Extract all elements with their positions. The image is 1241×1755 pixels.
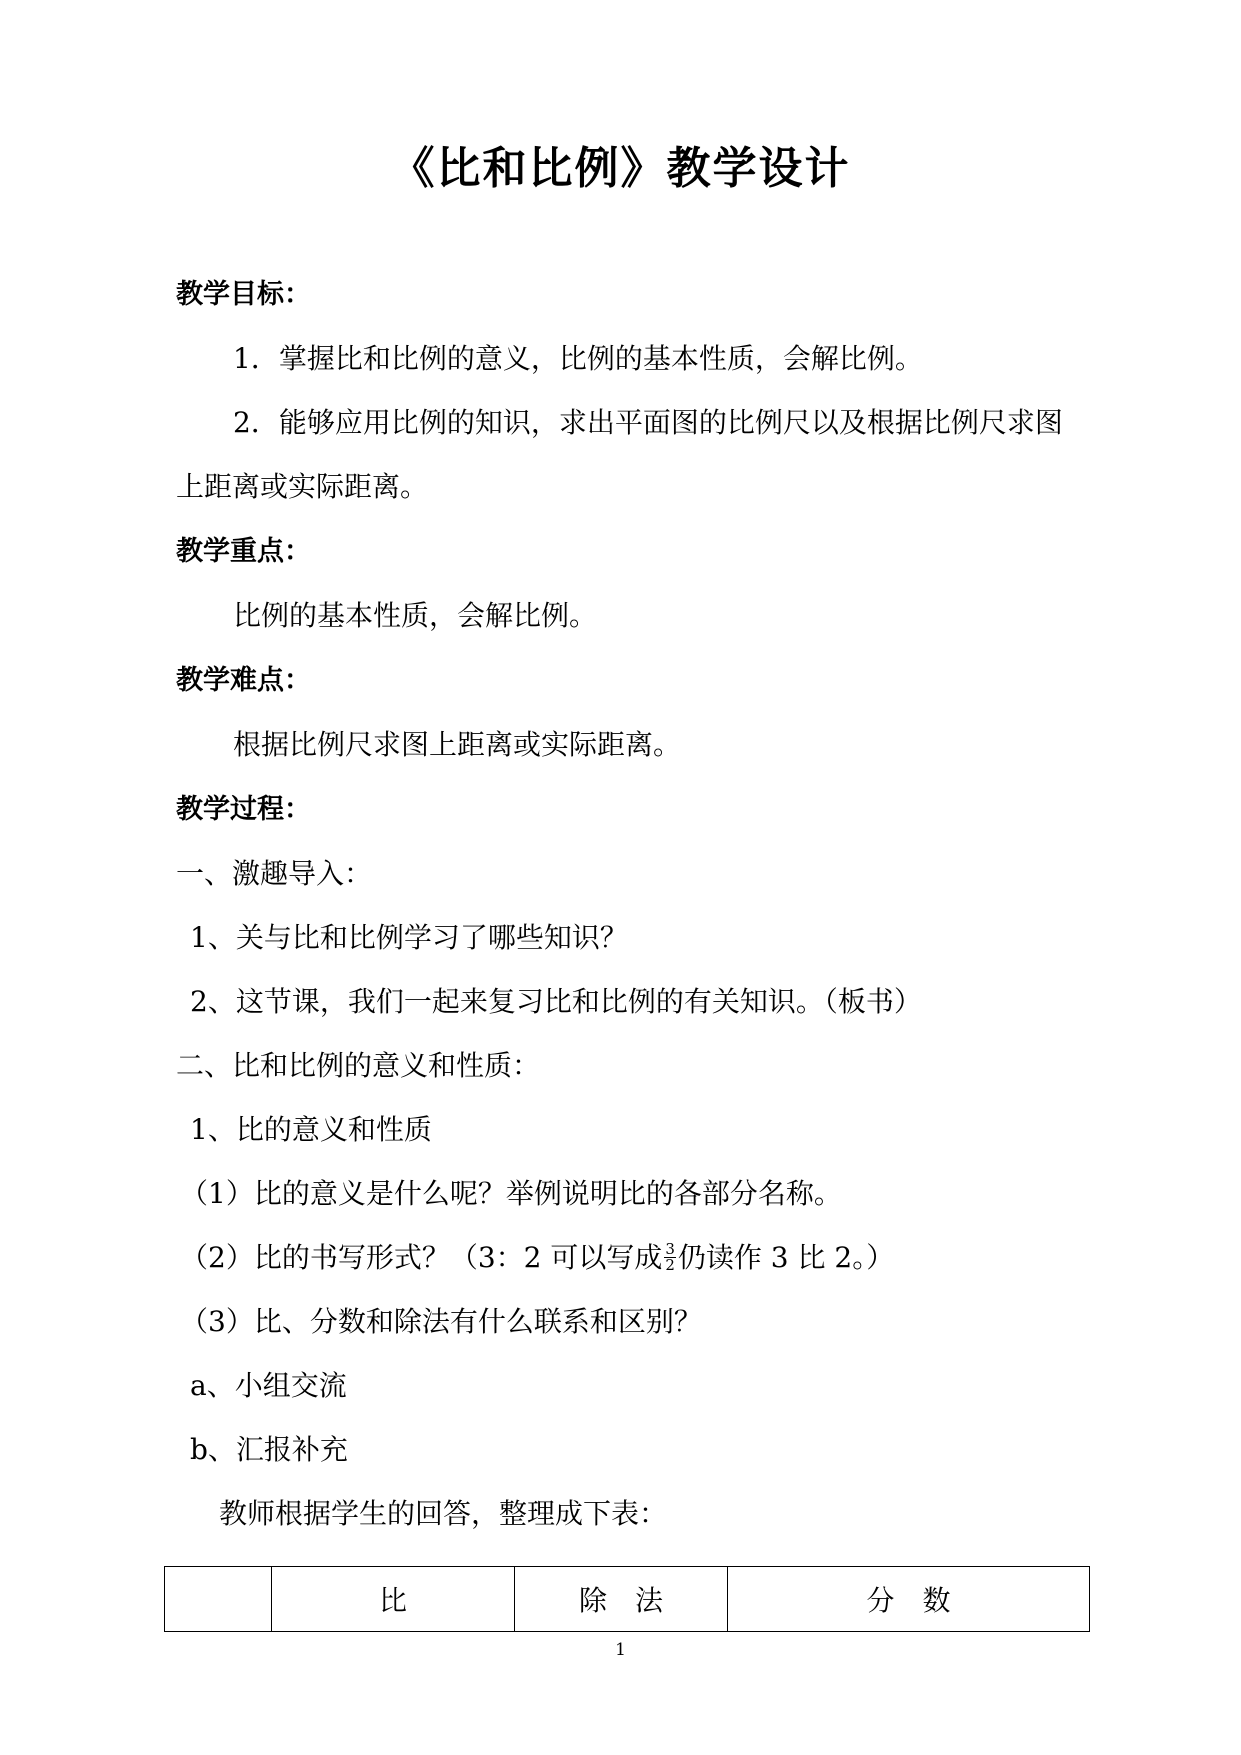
process-section-1: 一、激趣导入：	[176, 857, 373, 890]
section-1-item-2: 2、这节课，我们一起来复习比和比例的有关知识。（板书）	[190, 985, 922, 1018]
fraction-three-halves	[664, 1242, 676, 1273]
section-2-item-1: 1、比的意义和性质	[190, 1113, 432, 1146]
question-2	[180, 1238, 894, 1278]
list-item-a: a、小组交流	[190, 1369, 347, 1402]
question-3: （3）比、分数和除法有什么联系和区别？	[180, 1305, 702, 1338]
table-header-empty	[165, 1567, 272, 1632]
fraction-numerator: 3	[665, 1240, 675, 1258]
difficulties-text: 根据比例尺求图上距离或实际距离。	[233, 728, 682, 761]
table-header-row	[165, 1567, 1090, 1632]
objective-item-2-line-2: 上距离或实际距离。	[176, 470, 429, 503]
question-2-text-after: 仍读作 3 比 2。）	[677, 1241, 895, 1274]
key-points-text: 比例的基本性质，会解比例。	[233, 599, 598, 632]
fraction-denominator: 2	[665, 1256, 675, 1274]
objective-item-2-line-1: 2．能够应用比例的知识，求出平面图的比例尺以及根据比例尺求图	[233, 406, 1063, 439]
document-title: 《比和比例》教学设计	[390, 143, 851, 194]
comparison-table	[164, 1566, 1090, 1632]
table-header-fraction: 分 数	[728, 1567, 1090, 1632]
table-header-division: 除 法	[515, 1567, 728, 1632]
question-1: （1）比的意义是什么呢？举例说明比的各部分名称。	[180, 1177, 842, 1210]
teacher-note: 教师根据学生的回答，整理成下表：	[219, 1497, 668, 1530]
question-2-text-before: （2）比的书写形式？（3：2 可以写成	[180, 1241, 663, 1274]
heading-process: 教学过程：	[176, 794, 311, 825]
process-section-2: 二、比和比例的意义和性质：	[176, 1049, 541, 1082]
list-item-b: b、汇报补充	[190, 1433, 348, 1466]
page-number: 1	[615, 1640, 626, 1660]
objective-item-1: 1．掌握比和比例的意义，比例的基本性质，会解比例。	[233, 342, 923, 375]
table-header-ratio: 比	[272, 1567, 515, 1632]
heading-difficulties: 教学难点：	[176, 665, 311, 696]
section-1-item-1: 1、关与比和比例学习了哪些知识？	[190, 921, 628, 954]
heading-objectives: 教学目标：	[176, 279, 311, 310]
heading-key-points: 教学重点：	[176, 536, 311, 567]
